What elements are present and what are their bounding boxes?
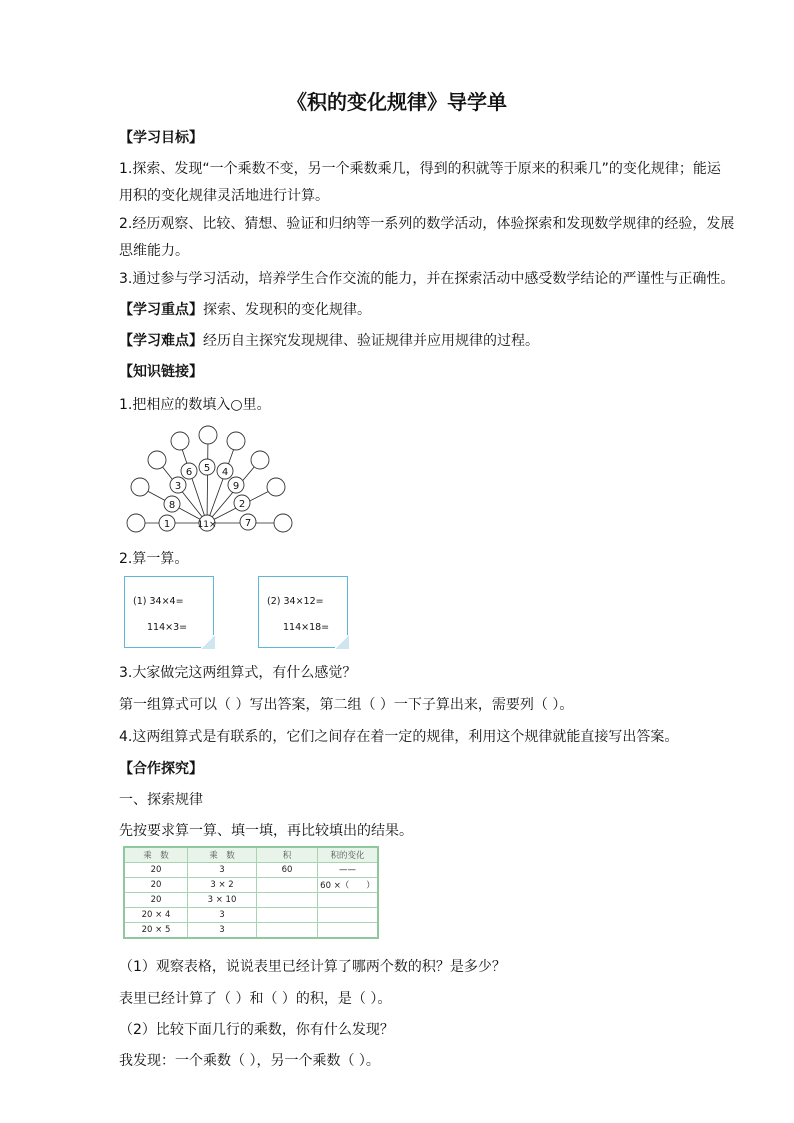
table-cell: 3 — [188, 863, 257, 878]
diagram-number: 9 — [232, 481, 240, 492]
table-row — [124, 878, 378, 893]
table-cell: 20 — [124, 863, 188, 878]
goal-1-line-2: 用积的变化规律灵活地进行计算。 — [119, 188, 329, 204]
outer-circle — [148, 451, 166, 469]
calc-card-2-line-a: (2) 34×12= — [267, 596, 324, 607]
table-header: 乘 数 — [124, 847, 188, 863]
outer-circle — [227, 432, 245, 450]
calc-card-1-line-a: (1) 34×4= — [133, 596, 184, 607]
outer-circle — [274, 514, 292, 532]
table-cell[interactable] — [257, 893, 318, 908]
sub-question-2-answer: 我发现：一个乘数（ ），另一个乘数（ ）。 — [119, 1053, 380, 1069]
question-3: 3.大家做完这两组算式，有什么感觉？ — [119, 665, 357, 681]
knowledge-heading: 【知识链接】 — [119, 364, 203, 380]
key-point — [119, 299, 371, 319]
table-cell[interactable] — [318, 923, 379, 939]
page-curl — [201, 635, 215, 649]
sub-question-1-answer: 表里已经计算了（ ）和（ ）的积，是（ ）。 — [119, 991, 392, 1007]
table-cell[interactable] — [318, 908, 379, 923]
table-cell[interactable] — [257, 908, 318, 923]
outer-circle — [171, 432, 189, 450]
table-cell: 20 — [124, 878, 188, 893]
table-row — [124, 908, 378, 923]
table-cell: 3 — [188, 908, 257, 923]
question-4: 4.这两组算式是有联系的，它们之间存在着一定的规律，利用这个规律就能直接写出答案。 — [119, 729, 679, 745]
question-2: 2.算一算。 — [119, 551, 189, 567]
diagram-number: 1 — [163, 519, 171, 530]
goal-2-line-1: 2.经历观察、比较、猜想、验证和归纳等一系列的数学活动，体验探索和发现数学规律的经验，发展 — [119, 216, 735, 232]
product-change-table — [123, 846, 379, 939]
sub-question-2: （2）比较下面几行的乘数，你有什么发现？ — [119, 1022, 394, 1038]
diagram-number: 8 — [168, 500, 176, 511]
outer-circle — [251, 451, 269, 469]
difficulty-label: 【学习难点】 — [119, 333, 203, 349]
table-cell[interactable]: 60 ×（ ） — [318, 878, 379, 893]
table-row — [124, 893, 378, 908]
diagram-number: 2 — [238, 499, 246, 510]
diagram-number: 3 — [174, 481, 182, 492]
outer-circle — [267, 478, 285, 496]
table-cell: 20 × 5 — [124, 923, 188, 939]
goals-heading: 【学习目标】 — [119, 130, 203, 146]
table-header: 积的变化 — [318, 847, 379, 863]
explore-heading: 【合作探究】 — [119, 761, 203, 777]
table-cell[interactable] — [257, 923, 318, 939]
outer-circle — [199, 426, 217, 444]
calc-card-1 — [124, 576, 214, 648]
table-cell: 60 — [257, 863, 318, 878]
table-cell: 3 — [188, 923, 257, 939]
table-cell[interactable] — [318, 893, 379, 908]
calc-card-2-line-b: 114×18= — [283, 622, 330, 633]
table-cell: 20 × 4 — [124, 908, 188, 923]
table-header: 积 — [257, 847, 318, 863]
diagram-number: 7 — [244, 518, 252, 529]
diagram-number: 4 — [221, 467, 229, 478]
outer-circle — [127, 514, 145, 532]
goal-1-line-1: 1.探索、发现“一个乘数不变，另一个乘数乘几，得到的积就等于原来的积乘几”的变化规律；能运 — [119, 161, 721, 177]
table-cell[interactable] — [257, 878, 318, 893]
question-1: 1.把相应的数填入○里。 — [119, 397, 271, 413]
explore-part-1: 一、探索规律 — [119, 792, 203, 808]
outer-circle — [131, 478, 149, 496]
diagram-center-label: 11× — [197, 520, 217, 530]
difficulty-text: 经历自主探究发现规律、验证规律并应用规律的过程。 — [203, 333, 539, 349]
key-point-text: 探索、发现积的变化规律。 — [203, 302, 371, 318]
diagram-number: 6 — [185, 467, 193, 478]
table-header: 乘 数 — [188, 847, 257, 863]
table-row — [124, 863, 378, 878]
explore-instruction: 先按要求算一算、填一填，再比较填出的结果。 — [119, 823, 413, 839]
calc-card-1-line-b: 114×3= — [147, 622, 188, 633]
table-header-row — [124, 847, 378, 863]
goal-2-line-2: 思维能力。 — [119, 243, 189, 259]
sub-question-1: （1）观察表格，说说表里已经计算了哪两个数的积？是多少？ — [119, 959, 506, 975]
table-cell: 3 × 2 — [188, 878, 257, 893]
diagram-number: 5 — [203, 463, 211, 474]
goal-3: 3.通过参与学习活动，培养学生合作交流的能力，并在探索活动中感受数学结论的严谨性与正确性。 — [119, 271, 735, 287]
table-row — [124, 923, 378, 939]
key-point-label: 【学习重点】 — [119, 302, 203, 318]
page-title: 《积的变化规律》导学单 — [287, 90, 507, 114]
question-3-answer: 第一组算式可以（ ）写出答案，第二组（ ）一下子算出来，需要列（ ）。 — [119, 697, 574, 713]
page-curl — [335, 635, 349, 649]
table-cell: 3 × 10 — [188, 893, 257, 908]
difficulty — [119, 330, 539, 350]
table-cell: —— — [318, 863, 379, 878]
calc-card-2 — [258, 576, 348, 648]
radial-number-diagram — [120, 423, 300, 535]
table-cell: 20 — [124, 893, 188, 908]
